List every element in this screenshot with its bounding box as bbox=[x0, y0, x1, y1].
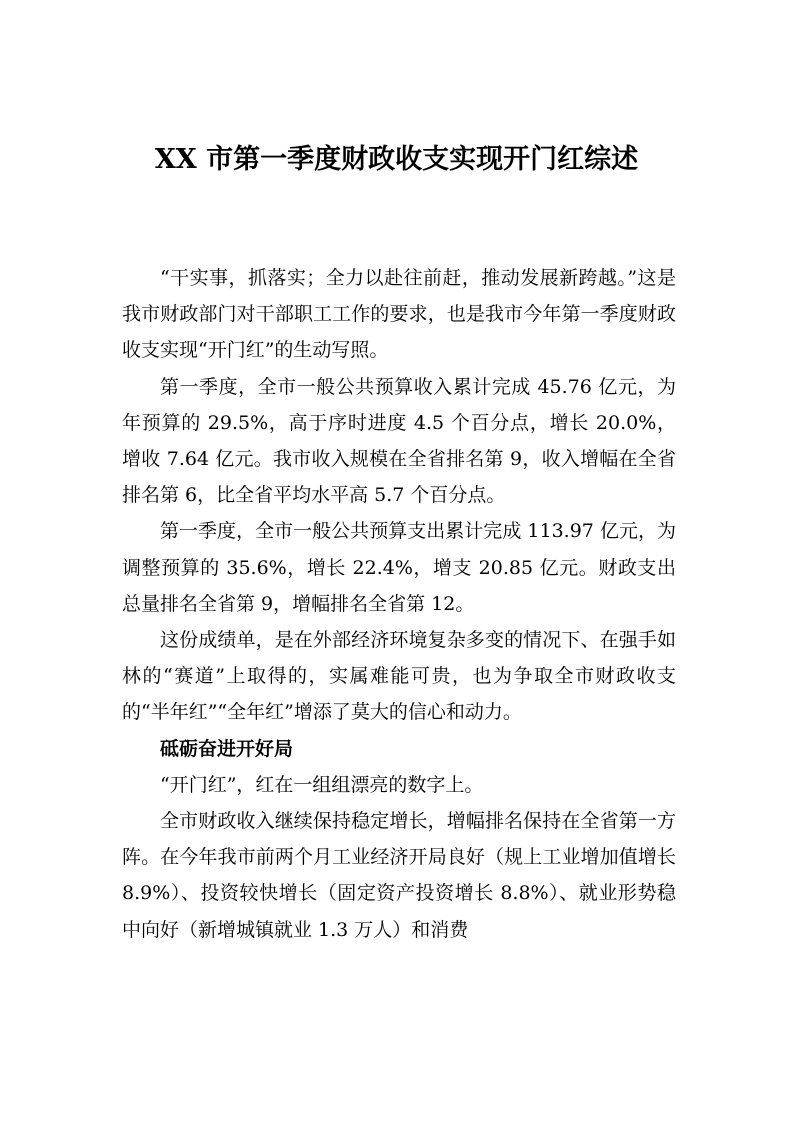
document-body bbox=[122, 260, 676, 948]
section-heading: 砥砺奋进开好局 bbox=[160, 737, 294, 760]
paragraph-summary: 这份成绩单，是在外部经济环境复杂多变的情况下、在强手如林的“赛道”上取得的，实属难能可贵，也为争取全市财政收支的“半年红”“全年红”增添了莫大的信心和动力。 bbox=[122, 629, 676, 724]
paragraph-section-intro: “开门红”，红在一组组漂亮的数字上。 bbox=[160, 773, 484, 796]
document-title: XX 市第一季度财政收支实现开门红综述 bbox=[154, 144, 639, 175]
paragraph-revenue: 第一季度，全市一般公共预算收入累计完成 45.76 亿元，为年预算的 29.5%，高于序时进度 4.5 个百分点，增长 20.0%，增收 7.64 亿元。我市收入规模在全省排名第 9，收入增幅在全省排名第 6，比全省平均水平高 5.7 个百分点。 bbox=[122, 375, 676, 507]
paragraph-expenditure: 第一季度，全市一般公共预算支出累计完成 113.97 亿元，为调整预算的 35.6%，增长 22.4%，增支 20.85 亿元。财政支出总量排名全省第 9，增幅排名全省第 12。 bbox=[122, 520, 676, 615]
paragraph-section-detail: 全市财政收入继续保持稳定增长，增幅排名保持在全省第一方阵。在今年我市前两个月工业经济开局良好（规上工业增加值增长 8.9%）、投资较快增长（固定资产投资增长 8.8%）、就业形势稳中向好（新增城镇就业 1.3 万人）和消费 bbox=[122, 810, 676, 941]
paragraph-intro: “干实事，抓落实；全力以赴往前赶，推动发展新跨越。”这是我市财政部门对干部职工工作的要求，也是我市今年第一季度财政收支实现“开门红”的生动写照。 bbox=[122, 267, 676, 362]
